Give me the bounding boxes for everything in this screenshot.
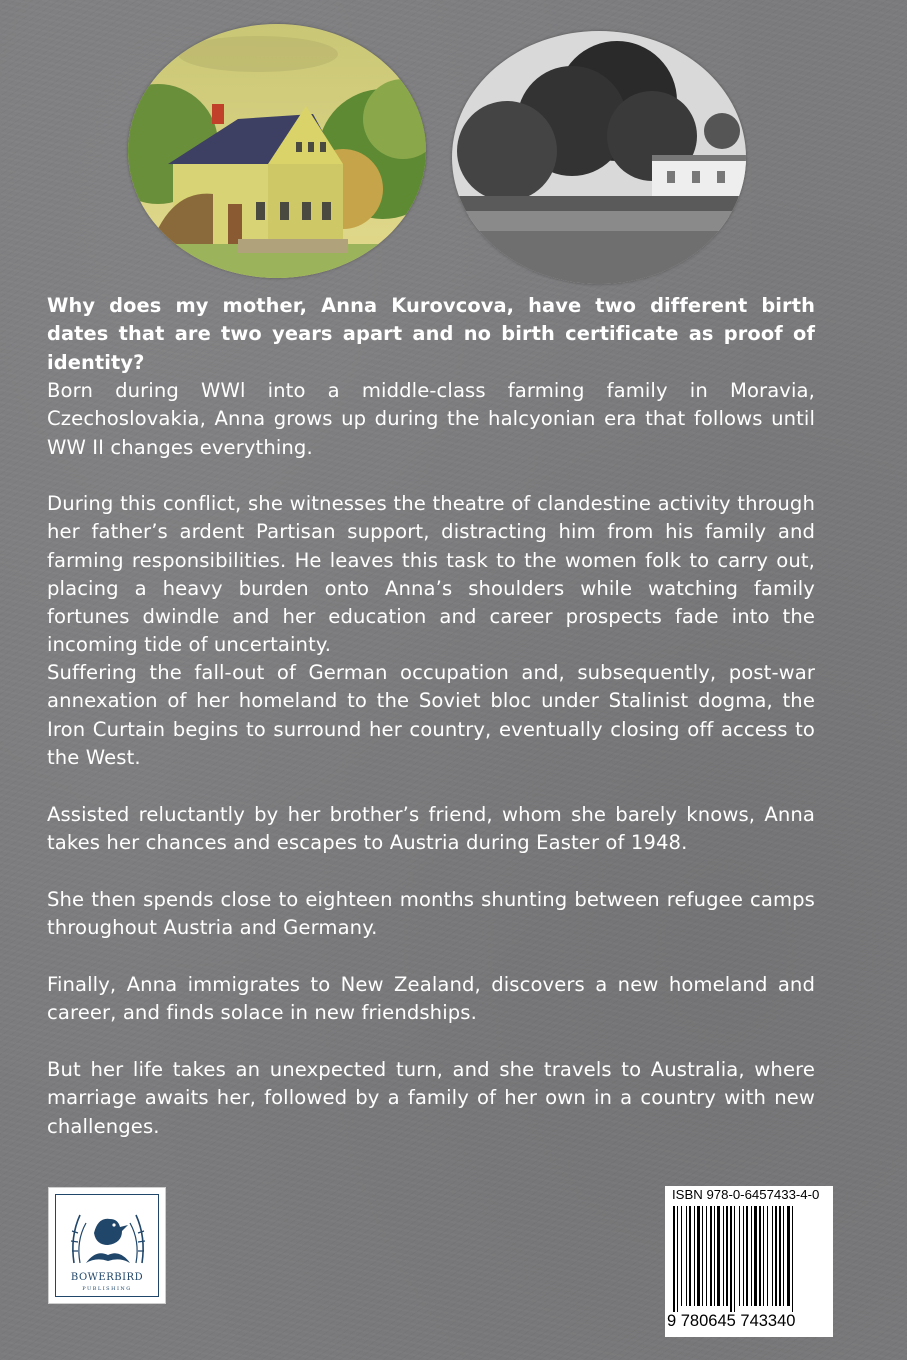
paragraph-5: She then spends close to eighteen months shunting between refugee camps throughout Austria and Germany. — [47, 888, 815, 940]
paragraph-3: Suffering the fall-out of German occupation and, subsequently, post-war annexation of her homeland to the Soviet bloc under Stalinist dogma, the Iron Curtain begins to surround her country, eventually closing off access to the West. — [47, 661, 815, 769]
barcode-bars — [673, 1206, 825, 1312]
publisher-tagline: PUBLISHING — [82, 1286, 132, 1292]
isbn-digits: 9 780645 743340 — [667, 1312, 796, 1330]
paragraph-1: Born during WWl into a middle-class farming family in Moravia, Czechoslovakia, Anna grows up during the halcyonian era that follows until WW II changes everything. — [47, 379, 815, 459]
farmhouse-painting-image — [128, 24, 426, 278]
question-text: Why does my mother, Anna Kurovcova, have two different birth dates that are two years apart and no birth certificate as proof of identity? — [47, 294, 815, 374]
bw-house-photo — [452, 31, 746, 284]
publisher-logo — [48, 1187, 166, 1304]
bowerbird-icon — [56, 1197, 160, 1271]
paragraph-4: Assisted reluctantly by her brother’s friend, whom she barely knows, Anna takes her chances and escapes to Austria during Easter of 1948. — [47, 803, 815, 855]
logo-frame — [55, 1194, 159, 1297]
paragraph-6: Finally, Anna immigrates to New Zealand, discovers a new homeland and career, and finds solace in new friendships. — [47, 973, 815, 1025]
bw-house-image — [452, 31, 746, 284]
isbn-barcode — [665, 1186, 833, 1337]
publisher-name: BOWERBIRD — [70, 1272, 144, 1283]
paragraph-2: During this conflict, she witnesses the theatre of clandestine activity through her father’s ardent Partisan support, distracting him from his family and farming responsibilities. He leaves this task to the women folk to carry out, placing a heavy burden onto Anna’s shoulders while watching family fortunes dwindle and her education and career prospects fade into the incoming tide of uncertainty. — [47, 492, 815, 657]
isbn-label: ISBN 978-0-6457433-4-0 — [672, 1187, 820, 1202]
painted-farmhouse-photo — [128, 24, 426, 278]
paragraph-7: But her life takes an unexpected turn, and she travels to Australia, where marriage awaits her, followed by a family of her own in a country with new challenges. — [47, 1058, 815, 1138]
